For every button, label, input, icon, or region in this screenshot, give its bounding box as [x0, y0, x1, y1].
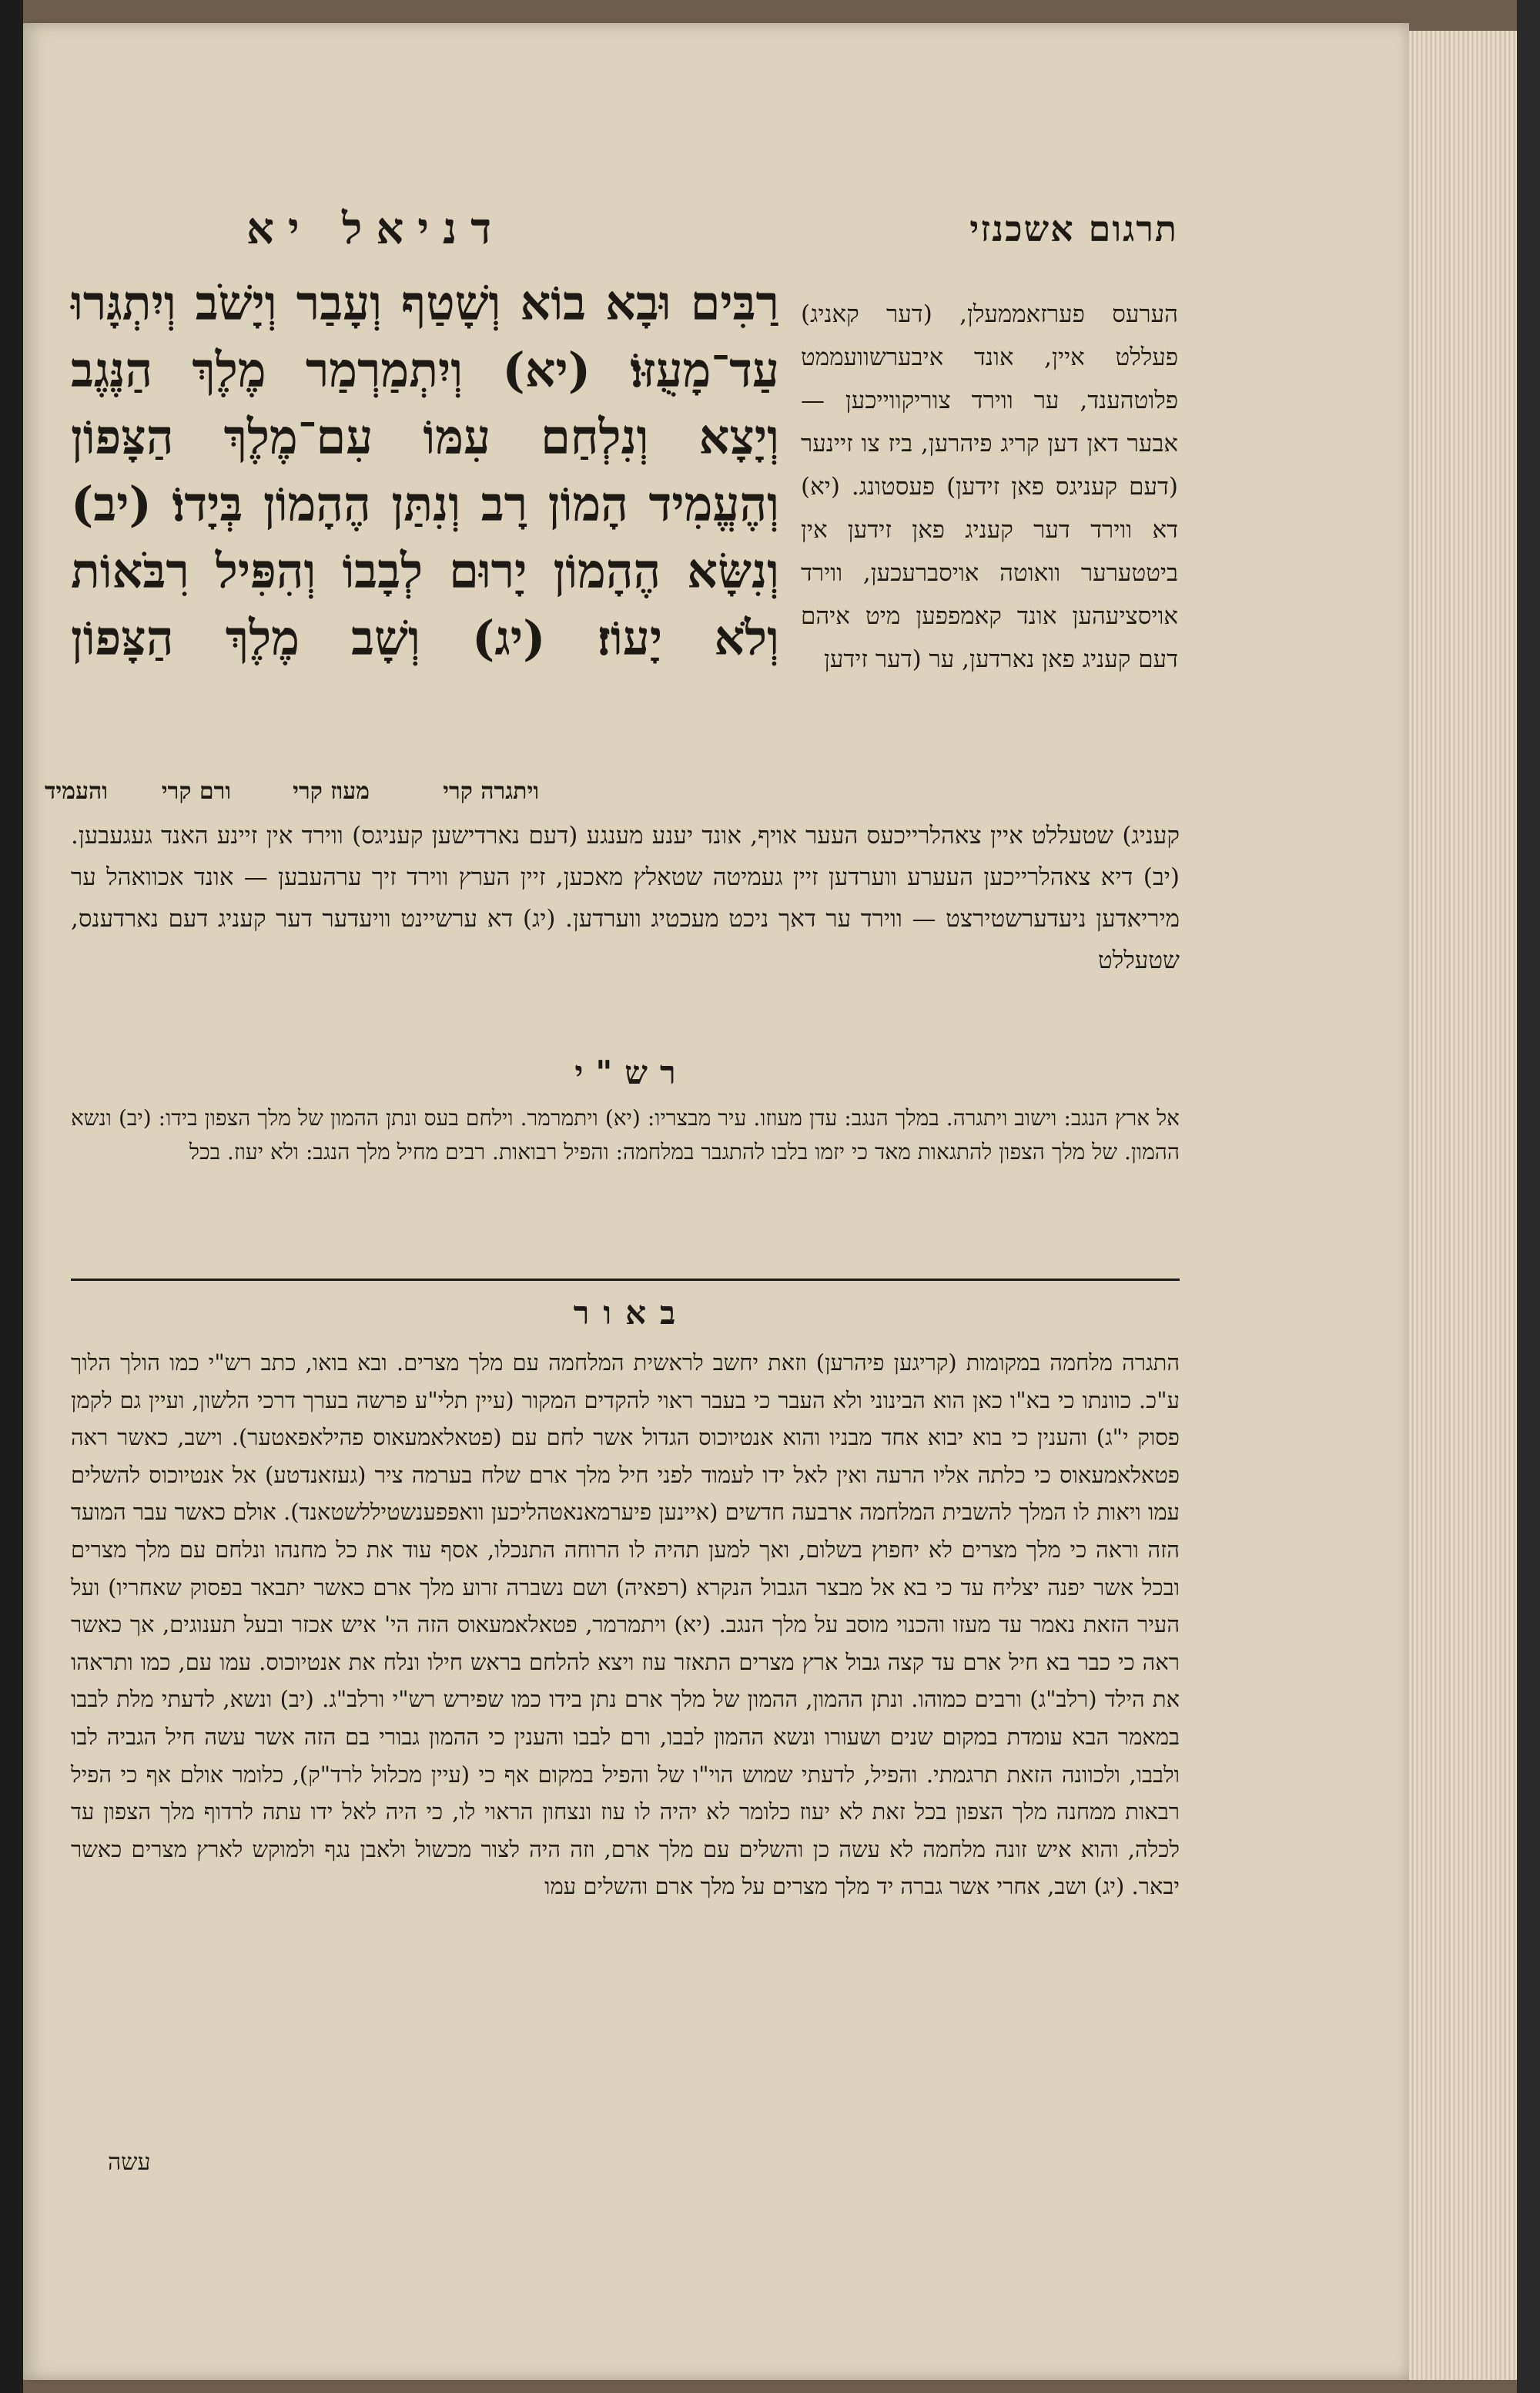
qere-note: ויתגרה קרי	[443, 778, 539, 805]
targum-header: תרגום אשכנזי	[969, 208, 1178, 250]
targum-continuation: קעניג) שטעללט איין צאהלרייכעס העער אויף, אונד יענע מענגע (דעם נארדישען קעניגס) ווירד אין זיינע האנד געגעבען. (יב) דיא צאהלרייכען העערע ווערדען זיין געמיטה שטאלץ מאכען, זיין הערץ ווירד זיך ערהעבען — אונד אכוואהל ער מיריאדען ניעדערשטירצט — ווירד ער דאך ניכט מעכטיג ווערדען. (יג) דא ערשיינט וויעדער דער קעניג דעם נארדענס, שטעללט	[71, 822, 1180, 974]
scripture-notes	[45, 778, 770, 816]
section-divider	[71, 1279, 1180, 1281]
biur-commentary: התגרה מלחמה במקומות (קריגען פיהרען) וזאת יחשב לראשית המלחמה עם מלך מצרים. ובא בואו, כתב רש"י כמו הולך הלוך ע"כ. כוונתו כי בא"ו כאן הוא הבינוני ולא העבר כי בעבר ראוי להקדים המקור (עיין תלי"ע פרשה בערך דרכי הלשון, ועיין גם לקמן פסוק י"ג) והענין כי בוא יבוא אחד מבניו והוא אנטיוכוס הגדול אשר לחם עם (פטאלאמעאוס פהילאפאטער). וישב, כאשר ראה פטאלאמעאוס כי כלתה אליו הרעה ואין לאל ידו לעמוד לפני חיל מלך ארם שלח בערמה ציר (געזאנדטע) אל אנטיוכוס להשלים עמו ויאות לו המלך להשבית המלחמה ארבעה חדשים (איינען פיערמאנאטהליכען וואפפענשטיללשטאנד). אולם כאשר עבר המועד הזה וראה כי מלך מצרים לא יחפוץ בשלום, ואך למען תהיה לו הרוחה התנכלו, אסף עוד את כל מחנהו ונלחם עם מלך מצרים ובכל אשר יפנה יצליח עד כי בא אל מבצר הגבול הנקרא (רפאיה) ושם נשברה זרוע מלך ארם כאשר יתבאר בפסוק שאחריו) ועל העיר הזאת נאמר עד מעזו והכנוי מוסב על מלך הנגב. (יא) ויתמרמר, פטאלאמעאוס הזה הי' איש אכזר ובעל תענוגים, אך כאשר ראה כי כבר בא חיל ארם עד קצה גבול ארץ מצרים התאזר עוז ויצא להלחם בראש חילו ונלח את אנטיוכוס. עמו עם, כמו ותראהו את הילד (רלב"ג) ורבים כמוהו. ונתן ההמון, ההמון של מלך ארם נתן בידו כמו שפירש רש"י ורלב"ג. (יב) ונשא, לדעתי מלת לבבו במאמר הבא עומדת במקום שנים ושעורו ונשא ההמון לבבו, ורם לבבו והענין כי ההמון גבורי בם הזה אשר עשה חיל הגביה לבו ולבבו, ולכוונה הזאת תרגמתי. והפיל, לדעתי שמוש הוי"ו של והפיל במקום אף כי (עיין מכלול לרד"ק), כלומר אולם אף כי הפיל רבאות ממחנה מלך הצפון בכל זאת לא יעוז כלומר לא יהיה לו עוז ונצחון הראוי לו, כי היה לאל ידו עתה לרדוף מלך הצפון עד לכלה, והוא איש זונה מלחמה לא עשה כן והשלים עם מלך ארם, וזה היה לצור מכשול ולאבן נגף ולמוקש לארץ מצרים כאשר יבאר. (יג) ושב, אחרי אשר גברה יד מלך מצרים על מלך ארם והשלים עמו	[71, 1349, 1180, 1900]
book-spine	[0, 0, 23, 2393]
backdrop	[1517, 0, 1540, 2393]
rashi-commentary: אל ארץ הנגב: וישוב ויתגרה. במלך הנגב: עדן מעוזו. עיר מבצריו: (יא) ויתמרמר. וילחם בעס ונתן ההמון של מלך הצפון בידו: (יב) ונשא ההמון. של מלך הצפון להתגאות מאד כי יזמו בלבו להתגבר במלחמה: והפיל רבואות. רבים מחיל מלך הנגב: ולא יעוז. בכל	[71, 1105, 1180, 1165]
rashi-heading: רש"י	[574, 1054, 688, 1091]
qere-note: ורם קרי	[161, 778, 231, 805]
page-edges	[1409, 31, 1517, 2380]
catchword: עשה	[108, 2149, 151, 2176]
qere-note: מעוז קרי	[293, 778, 370, 805]
targum-column: הערעס פערזאממעלן, (דער קאניג) פעללט איין, אונד איבערשוועממט פלוטהענד, ער ווירד צוריקווייכען — אבער דאן דען קריג פיהרען, ביז צו זיינער (דעם קעניגס פאן זידען) פעסטונג. (יא) דא ווירד דער קעניג פאן זידען אין ביטטערער וואוטה אויסברעכען, ווירד אויסציעהען אונד קאמפפען מיט איהם דעם קעניג פאן נארדען, ער (דער זידען	[801, 300, 1178, 673]
biur-heading: באור	[573, 1294, 690, 1332]
catchword-note: והעמיד	[45, 778, 108, 805]
scripture-text: רַבִּים וּבָא בוֹא וְשָׁטַף וְעָבַר וְיָשֹׁב וְיִתְגָּרוּ עַד־מָעֻזּוֹ׃ (יא) וְיִתְמַרְמַר מֶלֶךְ הַנֶּגֶב וְיָצָא וְנִלְחַם עִמּוֹ עִם־מֶלֶךְ הַצָּפוֹן וְהֶעֱמִיד הָמוֹן רָב וְנִתַּן הֶהָמוֹן בְּיָדוֹ׃ (יב) וְנִשָּׂא הֶהָמוֹן יָרוּם לְבָבוֹ וְהִפִּיל רִבֹּאוֹת וְלֹא יָעוֹז׃ (יג) וְשָׁב מֶלֶךְ הַצָּפוֹן	[71, 275, 779, 666]
running-header	[85, 203, 1178, 270]
book-chapter-header: דניאל יא	[246, 203, 506, 254]
